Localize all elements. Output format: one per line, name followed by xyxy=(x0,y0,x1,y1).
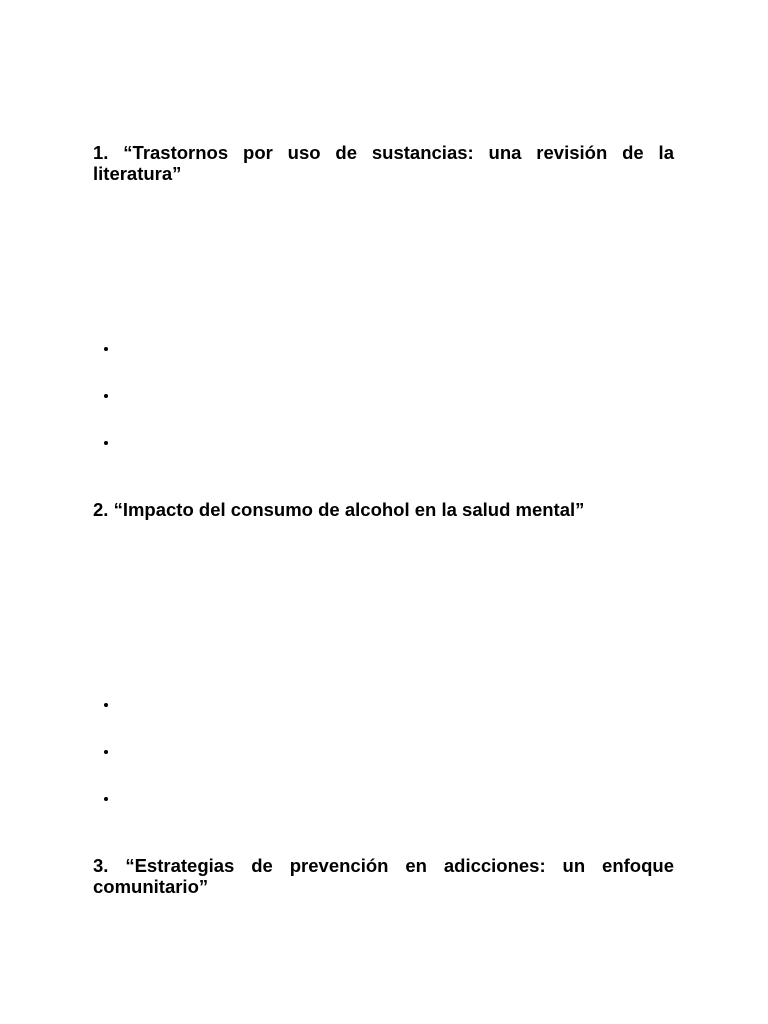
section-heading-2: 2. “Impacto del consumo de alcohol en la salud mental” xyxy=(93,499,585,520)
section-heading-3: 3. “Estrategias de prevención en adicciones: un enfoque comunitario” xyxy=(93,855,674,897)
section-heading-1: 1. “Trastornos por uso de sustancias: una revisión de la literatura” xyxy=(93,142,674,184)
bullet-point xyxy=(102,437,112,449)
bullet-point xyxy=(102,793,112,805)
bullet-point xyxy=(102,390,112,402)
bullet-point xyxy=(102,746,112,758)
bullet-point xyxy=(102,343,112,355)
bullet-point xyxy=(102,699,112,711)
